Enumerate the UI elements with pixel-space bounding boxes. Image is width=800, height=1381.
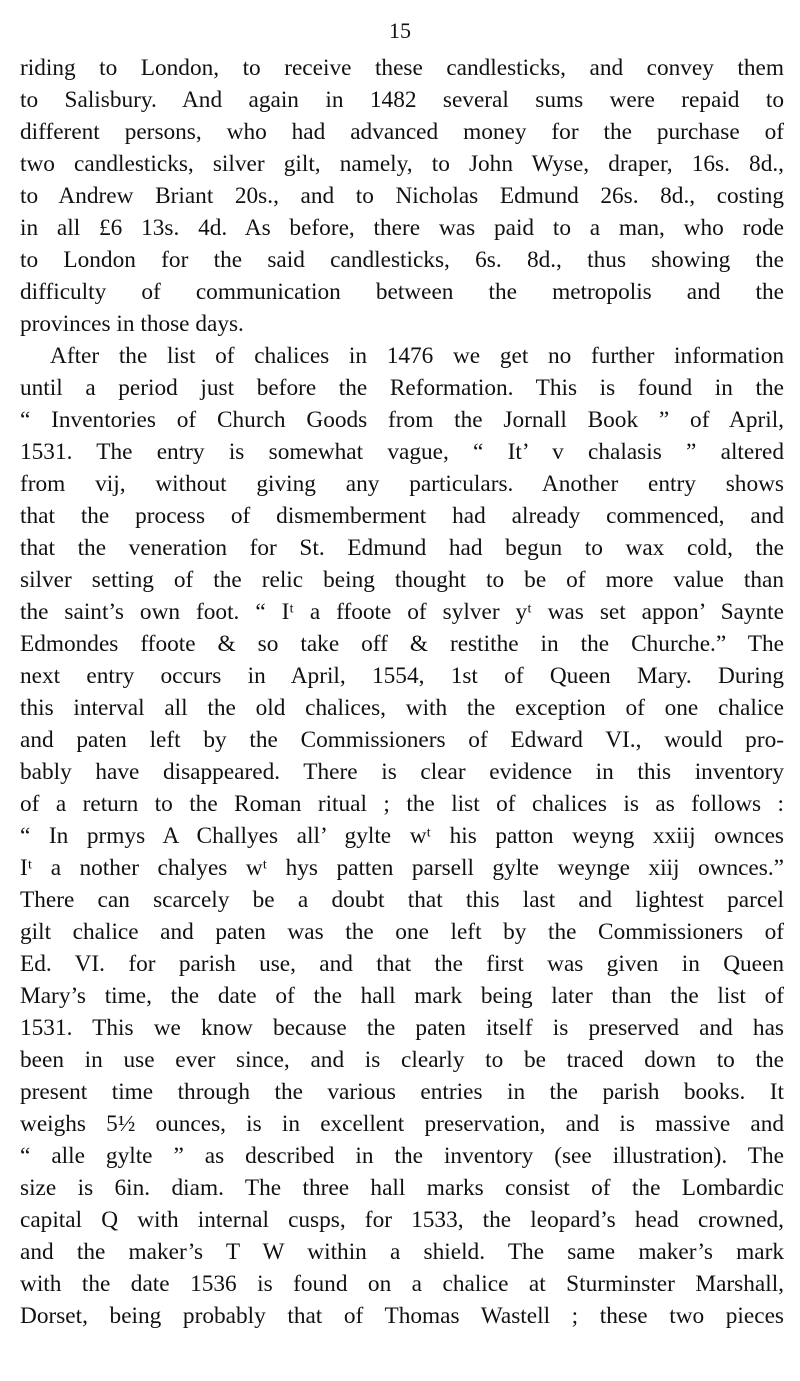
text-line: with the date 1536 is found on a chalice at Sturminster Marshall, bbox=[20, 1271, 784, 1297]
text-line: been in use ever since, and is clearly to be traced down to the bbox=[20, 1047, 784, 1073]
text-line: to Andrew Briant 20s., and to Nicholas Edmund 26s. 8d., costing bbox=[20, 183, 784, 209]
text-line: size is 6in. diam. The three hall marks consist of the Lombardic bbox=[20, 1175, 784, 1201]
text-line: and paten left by the Commissioners of Edward VI., would pro- bbox=[20, 727, 784, 753]
text-line: to Salisbury. And again in 1482 several sums were repaid to bbox=[20, 87, 784, 113]
text-line: difficulty of communication between the metropolis and the bbox=[20, 279, 784, 305]
text-line: silver setting of the relic being thought to be of more value than bbox=[20, 567, 784, 593]
text-line: 1531. This we know because the paten itself is preserved and has bbox=[20, 1015, 784, 1041]
text-line: “ alle gylte ” as described in the inventory (see illustration). The bbox=[20, 1143, 784, 1169]
body-text bbox=[20, 52, 784, 1332]
text-line: and the maker’s T W within a shield. The same maker’s mark bbox=[20, 1239, 784, 1265]
text-line: that the veneration for St. Edmund had begun to wax cold, the bbox=[20, 535, 784, 561]
text-line: “ In prmys A Challyes all’ gylte wᵗ his patton weyng xxiij ownces bbox=[20, 823, 784, 849]
text-line: Mary’s time, the date of the hall mark being later than the list of bbox=[20, 983, 784, 1009]
text-line: until a period just before the Reformation. This is found in the bbox=[20, 375, 784, 401]
text-line: two candlesticks, silver gilt, namely, to John Wyse, draper, 16s. 8d., bbox=[20, 151, 784, 177]
text-line: from vij, without giving any particulars. Another entry shows bbox=[20, 471, 784, 497]
text-line: the saint’s own foot. “ Iᵗ a ffoote of sylver yᵗ was set appon’ Saynte bbox=[20, 599, 784, 625]
text-line: gilt chalice and paten was the one left by the Commissioners of bbox=[20, 919, 784, 945]
text-line: Ed. VI. for parish use, and that the first was given in Queen bbox=[20, 951, 784, 977]
text-line: next entry occurs in April, 1554, 1st of Queen Mary. During bbox=[20, 663, 784, 689]
page-number: 15 bbox=[389, 18, 411, 43]
text-line: Iᵗ a nother chalyes wᵗ hys patten parsell gylte weynge xiij ownces.” bbox=[20, 855, 784, 881]
text-line: Dorset, being probably that of Thomas Wastell ; these two pieces bbox=[20, 1303, 784, 1329]
text-line: riding to London, to receive these candlesticks, and convey them bbox=[20, 55, 784, 81]
text-line: 1531. The entry is somewhat vague, “ It’ v chalasis ” altered bbox=[20, 439, 784, 465]
text-line: There can scarcely be a doubt that this last and lightest parcel bbox=[20, 887, 784, 913]
text-line: different persons, who had advanced money for the purchase of bbox=[20, 119, 784, 145]
text-line: After the list of chalices in 1476 we get no further information bbox=[50, 343, 784, 369]
text-line: “ Inventories of Church Goods from the Jornall Book ” of April, bbox=[20, 407, 784, 433]
text-line: this interval all the old chalices, with the exception of one chalice bbox=[20, 695, 784, 721]
text-line: capital Q with internal cusps, for 1533, the leopard’s head crowned, bbox=[20, 1207, 784, 1233]
text-line: in all £6 13s. 4d. As before, there was paid to a man, who rode bbox=[20, 215, 784, 241]
text-line: of a return to the Roman ritual ; the list of chalices is as follows : bbox=[20, 791, 784, 817]
text-line: weighs 5½ ounces, is in excellent preservation, and is massive and bbox=[20, 1111, 784, 1137]
text-line: present time through the various entries in the parish books. It bbox=[20, 1079, 784, 1105]
text-line: bably have disappeared. There is clear evidence in this inventory bbox=[20, 759, 784, 785]
text-line: that the process of dismemberment had already commenced, and bbox=[20, 503, 784, 529]
text-line: provinces in those days. bbox=[20, 311, 244, 337]
text-line: to London for the said candlesticks, 6s. 8d., thus showing the bbox=[20, 247, 784, 273]
text-line: Edmondes ffoote & so take off & restithe in the Churche.” The bbox=[20, 631, 784, 657]
